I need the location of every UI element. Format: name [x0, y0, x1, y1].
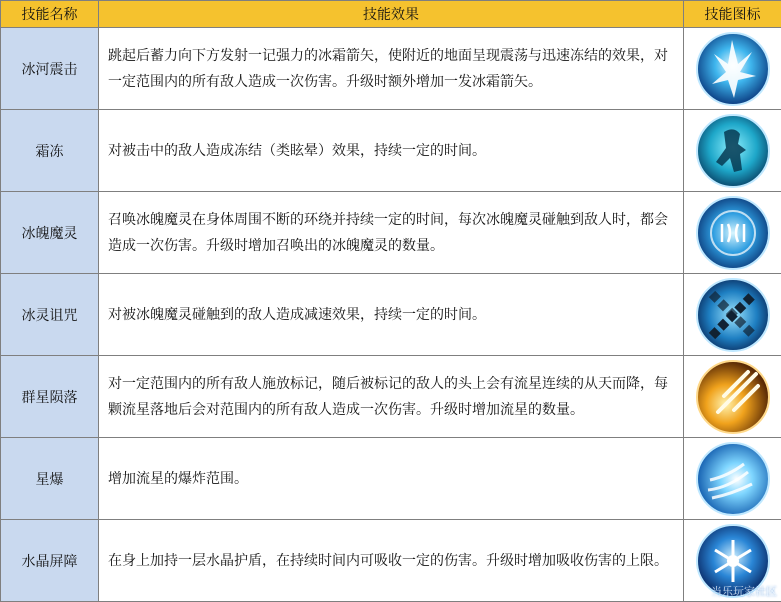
- header-row: [1, 1, 781, 28]
- skill-name: 冰灵诅咒: [1, 274, 99, 356]
- watermark: 当乐玩家社区: [711, 583, 777, 599]
- skill-effect: 对被冰魄魔灵碰触到的敌人造成减速效果，持续一定的时间。: [99, 274, 684, 356]
- header-skill-effect: 技能效果: [99, 1, 684, 28]
- snowflake-shield-icon: [694, 522, 772, 600]
- meteor-shower-icon: [694, 358, 772, 436]
- skill-effect: 跳起后蓄力向下方发射一记强力的冰霜箭矢，使附近的地面呈现震荡与迅速冻结的效果，对一定范围内的所有敌人造成一次伤害。升级时额外增加一发冰霜箭矢。: [99, 28, 684, 110]
- table-row: [1, 356, 781, 438]
- table-row: [1, 520, 781, 602]
- skill-name: 群星陨落: [1, 356, 99, 438]
- header-skill-name: 技能名称: [1, 1, 99, 28]
- table-row: [1, 274, 781, 356]
- skill-effect: 召唤冰魄魔灵在身体周围不断的环绕并持续一定的时间，每次冰魄魔灵碰触到敌人时，都会造成一次伤害。升级时增加召唤出的冰魄魔灵的数量。: [99, 192, 684, 274]
- skill-name: 星爆: [1, 438, 99, 520]
- skill-name: 霜冻: [1, 110, 99, 192]
- table-row: [1, 438, 781, 520]
- skill-name: 冰魄魔灵: [1, 192, 99, 274]
- chains-icon: [694, 276, 772, 354]
- skill-effect: 在身上加持一层水晶护盾，在持续时间内可吸收一定的伤害。升级时增加吸收伤害的上限。: [99, 520, 684, 602]
- table-row: [1, 192, 781, 274]
- skill-effect: 增加流星的爆炸范围。: [99, 438, 684, 520]
- table-row: [1, 28, 781, 110]
- skill-name: 冰河震击: [1, 28, 99, 110]
- table-row: [1, 110, 781, 192]
- skill-effect: 对一定范围内的所有敌人施放标记，随后被标记的敌人的头上会有流星连续的从天而降，每颗流星落地后会对范围内的所有敌人造成一次伤害。升级时增加流星的数量。: [99, 356, 684, 438]
- skill-name: 水晶屏障: [1, 520, 99, 602]
- ice-spirit-icon: [694, 194, 772, 272]
- ice-shards-icon: [694, 30, 772, 108]
- skill-effect: 对被击中的敌人造成冻结（类眩晕）效果，持续一定的时间。: [99, 110, 684, 192]
- frozen-figure-icon: [694, 112, 772, 190]
- header-skill-icon: 技能图标: [684, 1, 781, 28]
- star-burst-icon: [694, 440, 772, 518]
